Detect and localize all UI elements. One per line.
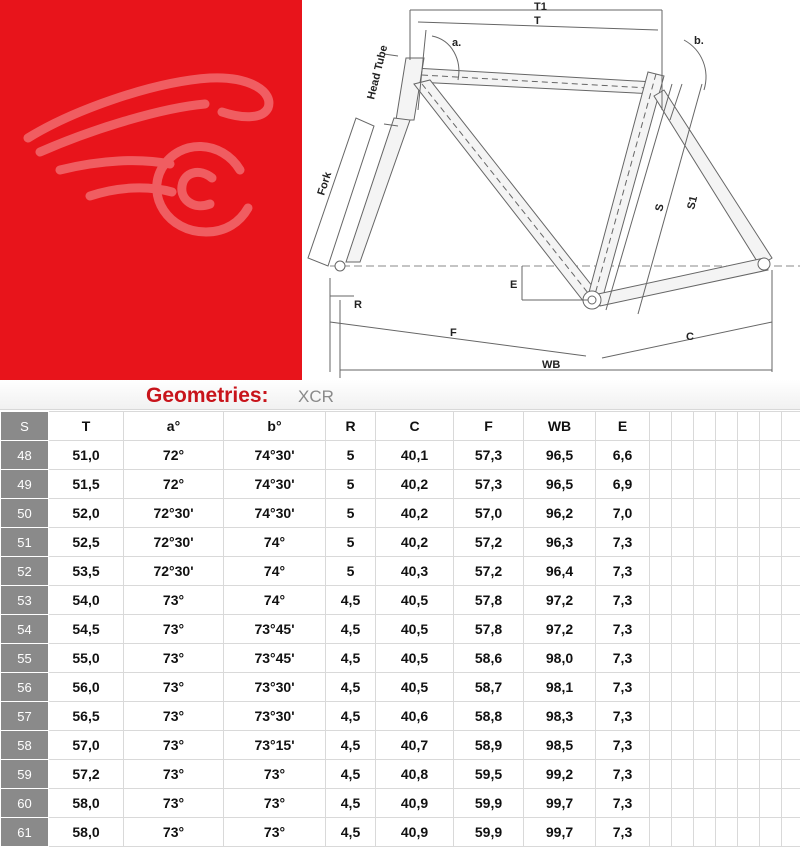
table-cell: 54,5 (49, 615, 124, 644)
table-cell: 4,5 (326, 702, 376, 731)
empty-cell (782, 818, 800, 847)
table-cell: 57,3 (454, 470, 524, 499)
brand-logo-panel (0, 0, 302, 380)
empty-cell (782, 760, 800, 789)
empty-cell (760, 557, 782, 586)
table-header-row (1, 412, 800, 441)
table-cell: 73°15' (224, 731, 326, 760)
empty-cell (672, 731, 694, 760)
empty-cell (760, 470, 782, 499)
empty-cell (694, 702, 716, 731)
empty-cell (650, 673, 672, 702)
empty-cell (694, 615, 716, 644)
table-cell: 73° (124, 731, 224, 760)
table-cell: 73°30' (224, 673, 326, 702)
table-cell: 96,5 (524, 441, 596, 470)
table-cell: 98,5 (524, 731, 596, 760)
table-cell: 4,5 (326, 789, 376, 818)
empty-cell (760, 615, 782, 644)
label-f: F (450, 327, 457, 339)
table-cell: 73° (124, 760, 224, 789)
table-cell: 40,5 (376, 644, 454, 673)
table-cell: 40,3 (376, 557, 454, 586)
empty-cell (694, 644, 716, 673)
table-cell: 58,0 (49, 818, 124, 847)
empty-cell (782, 528, 800, 557)
table-cell: 73°45' (224, 644, 326, 673)
table-cell: 40,2 (376, 470, 454, 499)
empty-cell (738, 818, 760, 847)
label-t: T (534, 15, 541, 27)
table-row (1, 557, 800, 586)
empty-cell (782, 789, 800, 818)
column-header: b° (224, 412, 326, 441)
empty-cell (738, 528, 760, 557)
empty-cell (716, 499, 738, 528)
empty-cell (760, 644, 782, 673)
empty-cell (694, 673, 716, 702)
column-header: WB (524, 412, 596, 441)
empty-cell (738, 702, 760, 731)
empty-cell (716, 673, 738, 702)
winged-logo-icon (0, 0, 302, 380)
empty-cell (782, 702, 800, 731)
empty-cell (672, 644, 694, 673)
table-cell: 40,2 (376, 528, 454, 557)
empty-cell (650, 470, 672, 499)
size-cell: 61 (1, 818, 49, 847)
table-cell: 7,3 (596, 673, 650, 702)
empty-cell (716, 586, 738, 615)
column-header: F (454, 412, 524, 441)
empty-cell (694, 818, 716, 847)
table-row (1, 441, 800, 470)
size-cell: 57 (1, 702, 49, 731)
empty-cell (694, 470, 716, 499)
table-cell: 98,1 (524, 673, 596, 702)
empty-cell (650, 789, 672, 818)
empty-cell (672, 760, 694, 789)
empty-cell (716, 615, 738, 644)
label-e: E (510, 279, 518, 291)
empty-cell (738, 586, 760, 615)
table-cell: 4,5 (326, 586, 376, 615)
empty-cell (672, 528, 694, 557)
table-cell: 6,9 (596, 470, 650, 499)
empty-cell (738, 499, 760, 528)
empty-cell (716, 441, 738, 470)
table-cell: 56,5 (49, 702, 124, 731)
table-cell: 40,6 (376, 702, 454, 731)
table-cell: 5 (326, 441, 376, 470)
table-cell: 57,2 (49, 760, 124, 789)
table-cell: 40,5 (376, 615, 454, 644)
table-cell: 7,3 (596, 557, 650, 586)
table-cell: 56,0 (49, 673, 124, 702)
table-cell: 51,0 (49, 441, 124, 470)
table-cell: 7,3 (596, 818, 650, 847)
geometry-table (0, 411, 800, 847)
table-cell: 58,8 (454, 702, 524, 731)
table-cell: 58,7 (454, 673, 524, 702)
table-cell: 73° (224, 818, 326, 847)
empty-cell (650, 760, 672, 789)
empty-cell (694, 760, 716, 789)
table-cell: 73° (124, 586, 224, 615)
label-angle-a: a. (452, 37, 462, 49)
empty-cell (694, 731, 716, 760)
table-cell: 72° (124, 441, 224, 470)
empty-cell (694, 441, 716, 470)
empty-cell (760, 731, 782, 760)
table-cell: 4,5 (326, 760, 376, 789)
empty-cell (782, 412, 800, 441)
empty-cell (672, 702, 694, 731)
table-cell: 74° (224, 557, 326, 586)
empty-cell (672, 470, 694, 499)
empty-cell (782, 615, 800, 644)
empty-cell (760, 412, 782, 441)
table-cell: 7,3 (596, 702, 650, 731)
column-header: C (376, 412, 454, 441)
table-cell: 96,5 (524, 470, 596, 499)
table-cell: 4,5 (326, 615, 376, 644)
table-cell: 57,8 (454, 615, 524, 644)
table-cell: 73° (124, 644, 224, 673)
table-cell: 73° (124, 702, 224, 731)
size-cell: 49 (1, 470, 49, 499)
empty-cell (716, 702, 738, 731)
empty-cell (694, 789, 716, 818)
label-angle-b: b. (694, 35, 704, 47)
table-cell: 40,8 (376, 760, 454, 789)
table-row (1, 702, 800, 731)
table-row (1, 499, 800, 528)
empty-cell (672, 818, 694, 847)
empty-cell (650, 644, 672, 673)
size-cell: 60 (1, 789, 49, 818)
table-cell: 40,1 (376, 441, 454, 470)
page-title: Geometries: (146, 384, 269, 407)
empty-cell (716, 731, 738, 760)
label-head-tube: Head Tube (365, 44, 391, 101)
table-row (1, 586, 800, 615)
table-cell: 58,9 (454, 731, 524, 760)
size-cell: 50 (1, 499, 49, 528)
table-cell: 40,9 (376, 789, 454, 818)
table-cell: 40,7 (376, 731, 454, 760)
empty-cell (650, 702, 672, 731)
table-cell: 59,9 (454, 818, 524, 847)
size-cell: 56 (1, 673, 49, 702)
table-cell: 99,7 (524, 818, 596, 847)
table-cell: 57,2 (454, 557, 524, 586)
empty-cell (782, 441, 800, 470)
empty-cell (738, 441, 760, 470)
table-cell: 99,7 (524, 789, 596, 818)
table-cell: 98,3 (524, 702, 596, 731)
table-cell: 5 (326, 499, 376, 528)
table-cell: 96,4 (524, 557, 596, 586)
table-row (1, 615, 800, 644)
size-cell: 52 (1, 557, 49, 586)
table-row (1, 644, 800, 673)
empty-cell (650, 818, 672, 847)
empty-cell (760, 441, 782, 470)
empty-cell (672, 412, 694, 441)
table-cell: 73°45' (224, 615, 326, 644)
empty-cell (672, 789, 694, 818)
table-cell: 52,0 (49, 499, 124, 528)
column-header: E (596, 412, 650, 441)
empty-cell (760, 673, 782, 702)
empty-cell (716, 760, 738, 789)
table-row (1, 789, 800, 818)
table-cell: 4,5 (326, 673, 376, 702)
table-row (1, 673, 800, 702)
empty-cell (716, 412, 738, 441)
table-cell: 53,5 (49, 557, 124, 586)
geometries-heading-bar (0, 380, 800, 410)
table-cell: 73° (124, 673, 224, 702)
empty-cell (738, 557, 760, 586)
empty-cell (738, 673, 760, 702)
empty-cell (650, 557, 672, 586)
column-header: S (1, 412, 49, 441)
empty-cell (738, 789, 760, 818)
label-fork: Fork (315, 170, 335, 197)
table-cell: 74°30' (224, 441, 326, 470)
empty-cell (760, 789, 782, 818)
empty-cell (716, 557, 738, 586)
empty-cell (694, 499, 716, 528)
table-cell: 72°30' (124, 557, 224, 586)
label-r: R (354, 299, 362, 311)
empty-cell (782, 499, 800, 528)
table-cell: 96,3 (524, 528, 596, 557)
size-cell: 51 (1, 528, 49, 557)
table-cell: 73° (124, 615, 224, 644)
table-cell: 40,2 (376, 499, 454, 528)
table-cell: 57,0 (454, 499, 524, 528)
table-cell: 97,2 (524, 586, 596, 615)
table-cell: 58,0 (49, 789, 124, 818)
empty-cell (716, 528, 738, 557)
size-cell: 58 (1, 731, 49, 760)
empty-cell (650, 586, 672, 615)
table-cell: 7,3 (596, 528, 650, 557)
table-cell: 40,9 (376, 818, 454, 847)
table-cell: 57,3 (454, 441, 524, 470)
empty-cell (672, 557, 694, 586)
table-cell: 51,5 (49, 470, 124, 499)
table-cell: 40,5 (376, 673, 454, 702)
table-cell: 5 (326, 470, 376, 499)
empty-cell (650, 412, 672, 441)
table-cell: 58,6 (454, 644, 524, 673)
empty-cell (694, 528, 716, 557)
table-row (1, 760, 800, 789)
empty-cell (782, 470, 800, 499)
size-cell: 54 (1, 615, 49, 644)
table-cell: 4,5 (326, 644, 376, 673)
empty-cell (738, 760, 760, 789)
empty-cell (672, 615, 694, 644)
table-cell: 7,3 (596, 586, 650, 615)
table-cell: 5 (326, 528, 376, 557)
size-cell: 48 (1, 441, 49, 470)
table-cell: 59,5 (454, 760, 524, 789)
table-cell: 40,5 (376, 586, 454, 615)
table-cell: 52,5 (49, 528, 124, 557)
table-cell: 7,0 (596, 499, 650, 528)
table-cell: 99,2 (524, 760, 596, 789)
empty-cell (694, 412, 716, 441)
table-cell: 72°30' (124, 528, 224, 557)
table-cell: 74°30' (224, 499, 326, 528)
empty-cell (716, 644, 738, 673)
table-cell: 7,3 (596, 760, 650, 789)
bike-frame-drawing (302, 0, 800, 380)
table-cell: 98,0 (524, 644, 596, 673)
empty-cell (716, 818, 738, 847)
label-s1: S1 (685, 194, 701, 211)
label-wb: WB (542, 359, 561, 371)
empty-cell (760, 528, 782, 557)
empty-cell (650, 615, 672, 644)
empty-cell (782, 644, 800, 673)
table-cell: 74° (224, 528, 326, 557)
table-cell: 57,0 (49, 731, 124, 760)
size-cell: 53 (1, 586, 49, 615)
model-name: XCR (298, 387, 334, 406)
empty-cell (672, 586, 694, 615)
empty-cell (782, 586, 800, 615)
label-s: S (653, 202, 667, 213)
empty-cell (738, 412, 760, 441)
table-cell: 74°30' (224, 470, 326, 499)
table-cell: 55,0 (49, 644, 124, 673)
table-row (1, 818, 800, 847)
table-cell: 4,5 (326, 818, 376, 847)
empty-cell (650, 441, 672, 470)
table-cell: 72°30' (124, 499, 224, 528)
frame-geometry-diagram (302, 0, 800, 380)
table-cell: 57,2 (454, 528, 524, 557)
empty-cell (716, 789, 738, 818)
table-cell: 7,3 (596, 789, 650, 818)
empty-cell (672, 499, 694, 528)
empty-cell (738, 731, 760, 760)
empty-cell (782, 557, 800, 586)
table-cell: 72° (124, 470, 224, 499)
table-cell: 73° (124, 818, 224, 847)
empty-cell (716, 470, 738, 499)
table-cell: 97,2 (524, 615, 596, 644)
empty-cell (694, 586, 716, 615)
empty-cell (782, 731, 800, 760)
empty-cell (650, 499, 672, 528)
table-cell: 57,8 (454, 586, 524, 615)
label-t1: T1 (534, 1, 547, 13)
table-cell: 74° (224, 586, 326, 615)
table-cell: 4,5 (326, 731, 376, 760)
label-c: C (686, 331, 694, 343)
empty-cell (760, 499, 782, 528)
empty-cell (738, 644, 760, 673)
table-row (1, 470, 800, 499)
empty-cell (760, 760, 782, 789)
table-cell: 7,3 (596, 644, 650, 673)
table-cell: 6,6 (596, 441, 650, 470)
table-cell: 73° (124, 789, 224, 818)
table-cell: 7,3 (596, 731, 650, 760)
column-header: T (49, 412, 124, 441)
empty-cell (782, 673, 800, 702)
table-cell: 73° (224, 789, 326, 818)
empty-cell (650, 731, 672, 760)
table-cell: 73° (224, 760, 326, 789)
table-row (1, 528, 800, 557)
empty-cell (738, 615, 760, 644)
table-row (1, 731, 800, 760)
empty-cell (694, 557, 716, 586)
size-cell: 59 (1, 760, 49, 789)
table-cell: 5 (326, 557, 376, 586)
empty-cell (760, 818, 782, 847)
empty-cell (760, 702, 782, 731)
table-cell: 59,9 (454, 789, 524, 818)
empty-cell (738, 470, 760, 499)
table-cell: 96,2 (524, 499, 596, 528)
empty-cell (650, 528, 672, 557)
table-cell: 73°30' (224, 702, 326, 731)
size-cell: 55 (1, 644, 49, 673)
table-cell: 54,0 (49, 586, 124, 615)
column-header: R (326, 412, 376, 441)
empty-cell (672, 441, 694, 470)
table-cell: 7,3 (596, 615, 650, 644)
empty-cell (760, 586, 782, 615)
column-header: a° (124, 412, 224, 441)
empty-cell (672, 673, 694, 702)
